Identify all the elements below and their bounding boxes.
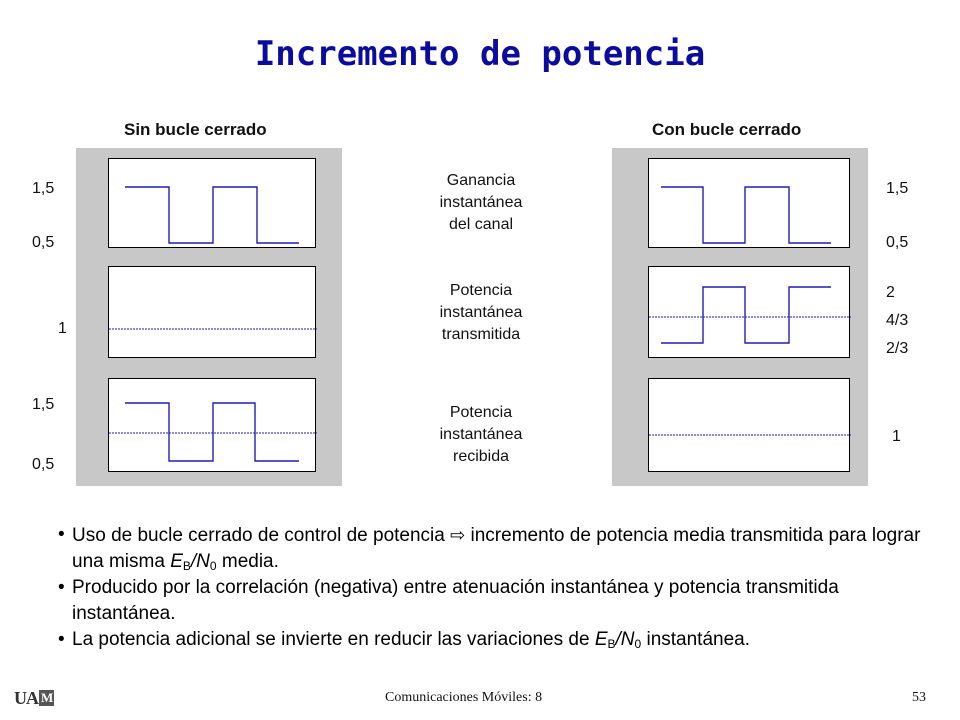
transmitted-power-line-2: instantánea [439,304,523,321]
left-received-power-plot [108,378,316,472]
left-gain-low-label: 0,5 [32,234,55,251]
bullet-3-eb-subscript: B [607,637,616,651]
bullet-item-1 [58,522,928,575]
right-channel-gain-signal [661,187,831,243]
right-channel-gain-plot [648,158,850,248]
transmitted-power-line-3: transmitida [441,326,521,343]
footer-course-label: Comunicaciones Móviles: 8 [385,690,543,705]
university-logo [14,688,54,709]
channel-gain-line-3: del canal [448,216,514,233]
right-transmitted-mean-label: 4/3 [886,312,909,329]
right-transmitted-power-plot [648,266,850,358]
right-gain-low-label: 0,5 [886,234,909,251]
bullet-1-eb-subscript: B [182,559,191,573]
right-transmitted-low-label: 2/3 [886,340,909,357]
bullet-3-eb-symbol: E [594,629,608,650]
bullet-1-eb-symbol: E [170,551,183,572]
left-channel-gain-plot [108,158,316,248]
bullet-3-text-a: La potencia adicional se invierte en reducir las variaciones de [72,629,595,650]
left-received-power-signal [125,403,299,461]
left-gain-high-label: 1,5 [32,180,55,197]
bullet-1-text-b: incremento de potencia media transmitida para lograr una misma [72,525,921,572]
logo-box: M [41,690,53,705]
received-power-line-1: Potencia [449,404,513,421]
slide-title: Incremento de potencia [254,34,706,74]
channel-gain-line-1: Ganancia [446,172,516,189]
left-received-high-label: 1,5 [32,396,55,413]
transmitted-power-line-1: Potencia [449,282,513,299]
bullet-list [58,522,928,653]
bullet-1-n0-symbol: /N [190,551,210,572]
channel-gain-line-2: instantánea [439,194,523,211]
left-column-heading: Sin bucle cerrado [124,120,267,139]
right-transmitted-high-label: 2 [886,284,895,301]
left-received-low-label: 0,5 [32,456,55,473]
left-transmitted-level-label: 1 [58,320,67,337]
right-transmitted-power-signal [661,287,831,343]
bullet-1-n0-subscript: 0 [209,559,217,573]
right-gain-high-label: 1,5 [886,180,909,197]
bullet-3-n0-subscript: 0 [634,637,642,651]
received-power-line-3: recibida [452,448,510,465]
bullet-item-3 [58,627,928,653]
received-power-line-2: instantánea [439,426,523,443]
bullet-3-text-end: instantánea. [641,629,751,650]
left-channel-gain-signal [125,187,299,243]
left-transmitted-power-plot [108,266,316,358]
right-received-level-label: 1 [892,428,901,445]
right-arrow-icon: ⇨ [450,525,466,545]
right-column-heading: Con bucle cerrado [652,120,802,139]
bullet-1-text-end: media. [216,551,279,572]
bullet-item-2: • Producido por la correlación (negativa) entre atenuación instantánea y potencia transmitida instantánea. [58,575,928,627]
channel-gain-description [396,170,566,236]
logo-text: UA [14,688,38,708]
bullet-1-text-a: Uso de bucle cerrado de control de potencia [72,525,451,546]
transmitted-power-description [396,280,566,346]
page-number: 53 [912,690,926,705]
received-power-description [396,402,566,468]
bullet-3-n0-symbol: /N [615,629,635,650]
right-received-power-plot [648,378,850,472]
